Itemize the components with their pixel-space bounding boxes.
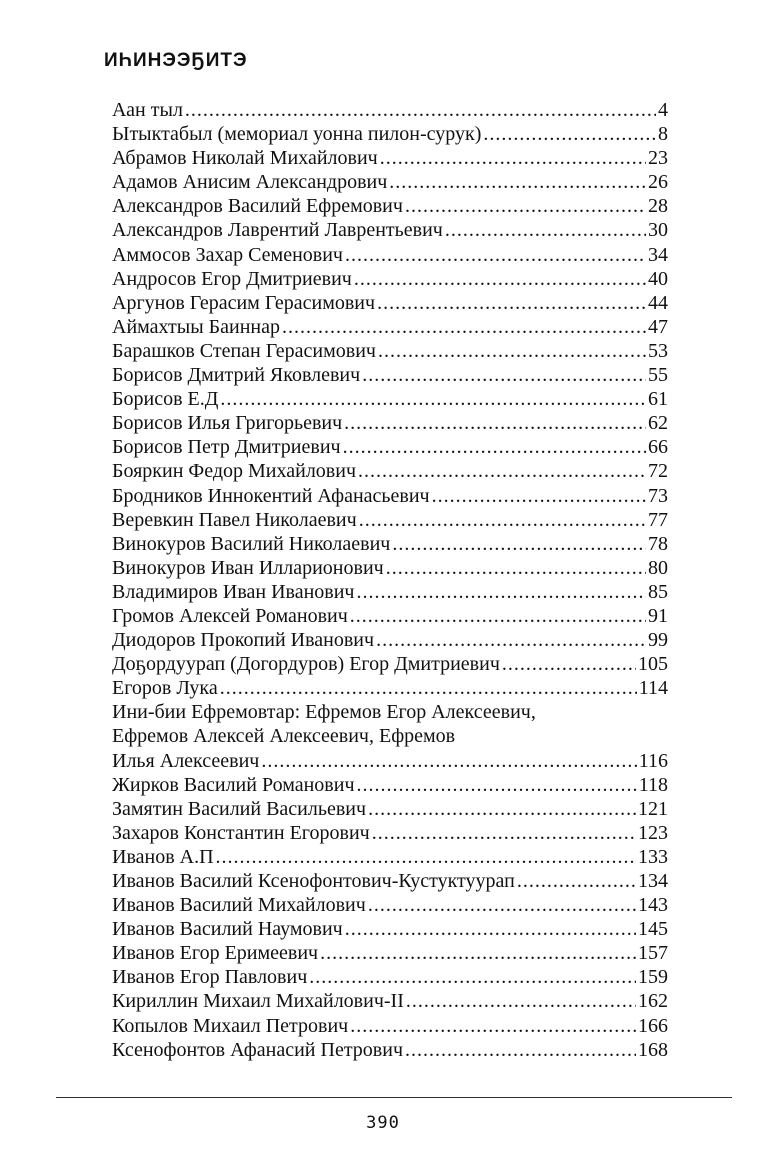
dot-leader: [517, 869, 636, 893]
toc-entry: [112, 628, 668, 652]
dot-leader: [357, 580, 647, 604]
toc-entry-page: 143: [638, 894, 668, 917]
toc-entry-title: Аргунов Герасим Герасимович: [112, 291, 376, 314]
dot-leader: [368, 893, 636, 917]
toc-entry-title: Иванов Егор Павлович: [112, 966, 308, 989]
toc-entry: [112, 1014, 668, 1038]
toc-entry-page: 62: [648, 412, 668, 435]
dot-leader: [185, 98, 656, 122]
toc-entry: [112, 676, 668, 700]
toc-entry-title: Адамов Анисим Александрович: [112, 171, 388, 194]
dot-leader: [350, 604, 646, 628]
toc-entry-title: Владимиров Иван Иванович: [112, 580, 355, 603]
toc-entry-title: Громов Алексей Романович: [112, 604, 348, 627]
dot-leader: [220, 676, 637, 700]
dot-leader: [386, 556, 646, 580]
toc-entry: [112, 267, 668, 291]
toc-entry-page: 4: [658, 99, 668, 121]
dot-leader: [350, 1014, 636, 1038]
page-number: 390: [366, 1113, 400, 1133]
toc-entry: [112, 580, 668, 604]
toc-entry: [112, 893, 668, 917]
toc-entry: [112, 218, 668, 242]
dot-leader: [261, 749, 636, 773]
toc-entry-page: 78: [648, 532, 668, 555]
toc-entry-title: Аймахтыы Баиннар: [112, 315, 281, 338]
toc-entry-page: 118: [638, 773, 668, 796]
toc-entry: [112, 508, 668, 532]
toc-entry-page: 34: [648, 243, 668, 266]
toc-entry-line: Ефремов Алексей Алексеевич, Ефремов: [112, 725, 456, 748]
dot-leader: [483, 122, 656, 146]
toc-entry-page: 105: [638, 653, 668, 676]
dot-leader: [343, 435, 646, 459]
toc-entry: [112, 556, 668, 580]
toc-entry-title: Замятин Василий Васильевич: [112, 797, 367, 820]
toc-entry-page: 133: [638, 845, 668, 868]
dot-leader: [345, 917, 636, 941]
toc-entry: [112, 604, 668, 628]
toc-entry-page: 77: [648, 508, 668, 531]
toc-entry: [112, 363, 668, 387]
toc-entry-page: 53: [648, 339, 668, 362]
dot-leader: [354, 267, 646, 291]
toc-entry-page: 145: [638, 918, 668, 941]
toc-entry-title: Иванов Василий Михайлович: [112, 894, 366, 917]
toc-entry-title: Копылов Михаил Петрович: [112, 1014, 349, 1037]
toc-entry: [112, 146, 668, 170]
dot-leader: [368, 797, 636, 821]
toc-entry-title: Борисов Илья Григорьевич: [112, 412, 343, 435]
toc-entry: [112, 965, 668, 989]
toc-entry: [112, 194, 668, 218]
dot-leader: [220, 387, 646, 411]
dot-leader: [389, 170, 646, 194]
toc-entry-title: Иванов А.П: [112, 845, 214, 868]
toc-entry-title: Диодоров Прокопий Иванович: [112, 629, 375, 652]
toc-entry-line: Ини-бии Ефремовтар: Ефремов Егор Алексеевич,: [112, 701, 536, 724]
toc-entry-title: Винокуров Иван Илларионович: [112, 556, 384, 579]
section-heading: ИҺИНЭЭҔИТЭ: [104, 50, 248, 71]
toc-entry-page: 91: [648, 604, 668, 627]
toc-entry-page: 123: [638, 821, 668, 844]
toc-entry: [112, 821, 668, 845]
dot-leader: [320, 941, 636, 965]
dot-leader: [345, 243, 646, 267]
toc-entry-page: 99: [648, 629, 668, 652]
toc-entry-page: 157: [638, 942, 668, 965]
toc-entry-page: 80: [648, 556, 668, 579]
toc-entry: [112, 845, 668, 869]
toc-entry-page: 44: [648, 291, 668, 314]
dot-leader: [362, 363, 646, 387]
toc-entry-title: Илья Алексеевич: [112, 749, 260, 772]
footer-rule: [56, 1097, 732, 1098]
toc-entry-page: 66: [648, 436, 668, 459]
toc-entry-title: Аммосов Захар Семенович: [112, 243, 343, 266]
toc-entry-title: Борисов Петр Дмитриевич: [112, 436, 341, 459]
toc-entry-page: 26: [648, 171, 668, 194]
dot-leader: [358, 459, 646, 483]
dot-leader: [344, 411, 646, 435]
toc-entry-title: Захаров Константин Егорович: [112, 821, 370, 844]
toc-entry: [112, 941, 668, 965]
toc-entry-multiline: [112, 700, 668, 772]
toc-entry: [112, 170, 668, 194]
toc-list: [112, 773, 668, 1062]
toc-entry-page: 73: [648, 484, 668, 507]
dot-leader: [309, 965, 636, 989]
dot-leader: [445, 218, 646, 242]
toc-entry-title: Александров Лаврентий Лаврентьевич: [112, 219, 443, 242]
toc-entry: [112, 1038, 668, 1062]
toc-entry: [112, 122, 668, 146]
toc-entry-title: Жирков Василий Романович: [112, 773, 355, 796]
toc-entry-title: Егоров Лука: [112, 677, 218, 700]
toc-entry: [112, 773, 668, 797]
toc-entry-title: Борисов Е.Д: [112, 388, 219, 411]
toc-entry-title: Андросов Егор Дмитриевич: [112, 267, 352, 290]
toc-entry-title: Иванов Егор Еримеевич: [112, 942, 319, 965]
toc-entry-title: Кириллин Михаил Михайлович-II: [112, 990, 404, 1013]
toc-entry-page: 8: [658, 123, 668, 146]
toc-entry: [112, 315, 668, 339]
dot-leader: [432, 484, 646, 508]
dot-leader: [405, 1038, 636, 1062]
toc-entry: [112, 98, 668, 122]
toc-entry-page: 40: [648, 267, 668, 290]
dot-leader: [380, 146, 646, 170]
toc-entry-page: 134: [638, 870, 668, 892]
dot-leader: [406, 989, 636, 1013]
toc-entry-page: 116: [638, 749, 668, 772]
toc-entry-page: 114: [638, 677, 668, 700]
toc-entry-title: Барашков Степан Герасимович: [112, 339, 376, 362]
dot-leader: [378, 339, 646, 363]
toc-entry: [112, 291, 668, 315]
toc-entry-title: Бродников Иннокентий Афанасьевич: [112, 484, 430, 507]
toc-entry-page: 30: [648, 219, 668, 242]
toc-entry-title: Веревкин Павел Николаевич: [112, 508, 357, 531]
toc-entry: [112, 435, 668, 459]
dot-leader: [216, 845, 636, 869]
toc-entry-title: Борисов Дмитрий Яковлевич: [112, 364, 361, 387]
toc-entry-page: 28: [648, 195, 668, 218]
toc-entry-page: 85: [648, 580, 668, 603]
toc-entry-title: Аан тыл: [112, 99, 183, 121]
dot-leader: [357, 773, 637, 797]
dot-leader: [372, 821, 636, 845]
dot-leader: [359, 508, 646, 532]
toc-entry-page: 168: [638, 1038, 668, 1061]
toc-entry-title: Винокуров Василий Николаевич: [112, 532, 391, 555]
toc-entry: [112, 411, 668, 435]
toc-entry: [112, 989, 668, 1013]
toc-entry: [112, 459, 668, 483]
toc-entry: [112, 797, 668, 821]
toc-entry-title: Иванов Василий Ксенофонтович-Кустуктуурап: [112, 870, 515, 892]
toc-entry-page: 121: [638, 797, 668, 820]
dot-leader: [282, 315, 646, 339]
toc-list: [112, 98, 668, 700]
toc-entry-page: 47: [648, 315, 668, 338]
toc-entry-page: 166: [638, 1014, 668, 1037]
toc-entry: [112, 243, 668, 267]
toc-entry-page: 55: [648, 364, 668, 387]
toc-entry-title: Бояркин Федор Михайлович: [112, 460, 357, 483]
toc-entry-page: 72: [648, 460, 668, 483]
toc-entry-page: 23: [648, 147, 668, 170]
table-of-contents: [112, 98, 668, 1062]
dot-leader: [377, 291, 646, 315]
dot-leader: [392, 532, 646, 556]
toc-entry-title: Доҕордуурап (Догордуров) Егор Дмитриевич: [112, 653, 500, 676]
toc-entry-title: Ытыктабыл (мемориал уонна пилон-сурук): [112, 123, 482, 146]
toc-entry-title: Иванов Василий Наумович: [112, 918, 343, 941]
toc-entry-last-line: [112, 749, 668, 773]
toc-entry-page: 61: [648, 388, 668, 411]
toc-entry: [112, 484, 668, 508]
toc-entry-title: Ксенофонтов Афанасий Петрович: [112, 1038, 404, 1061]
toc-entry: [112, 532, 668, 556]
toc-entry: [112, 339, 668, 363]
toc-entry-title: Александров Василий Ефремович: [112, 195, 403, 218]
dot-leader: [502, 652, 636, 676]
toc-entry: [112, 917, 668, 941]
toc-entry-page: 159: [638, 966, 668, 989]
dot-leader: [376, 628, 646, 652]
toc-entry: [112, 387, 668, 411]
toc-entry-title: Абрамов Николай Михайлович: [112, 147, 378, 170]
toc-entry-page: 162: [638, 990, 668, 1013]
toc-entry: [112, 652, 668, 676]
dot-leader: [405, 194, 646, 218]
toc-entry: [112, 869, 668, 893]
